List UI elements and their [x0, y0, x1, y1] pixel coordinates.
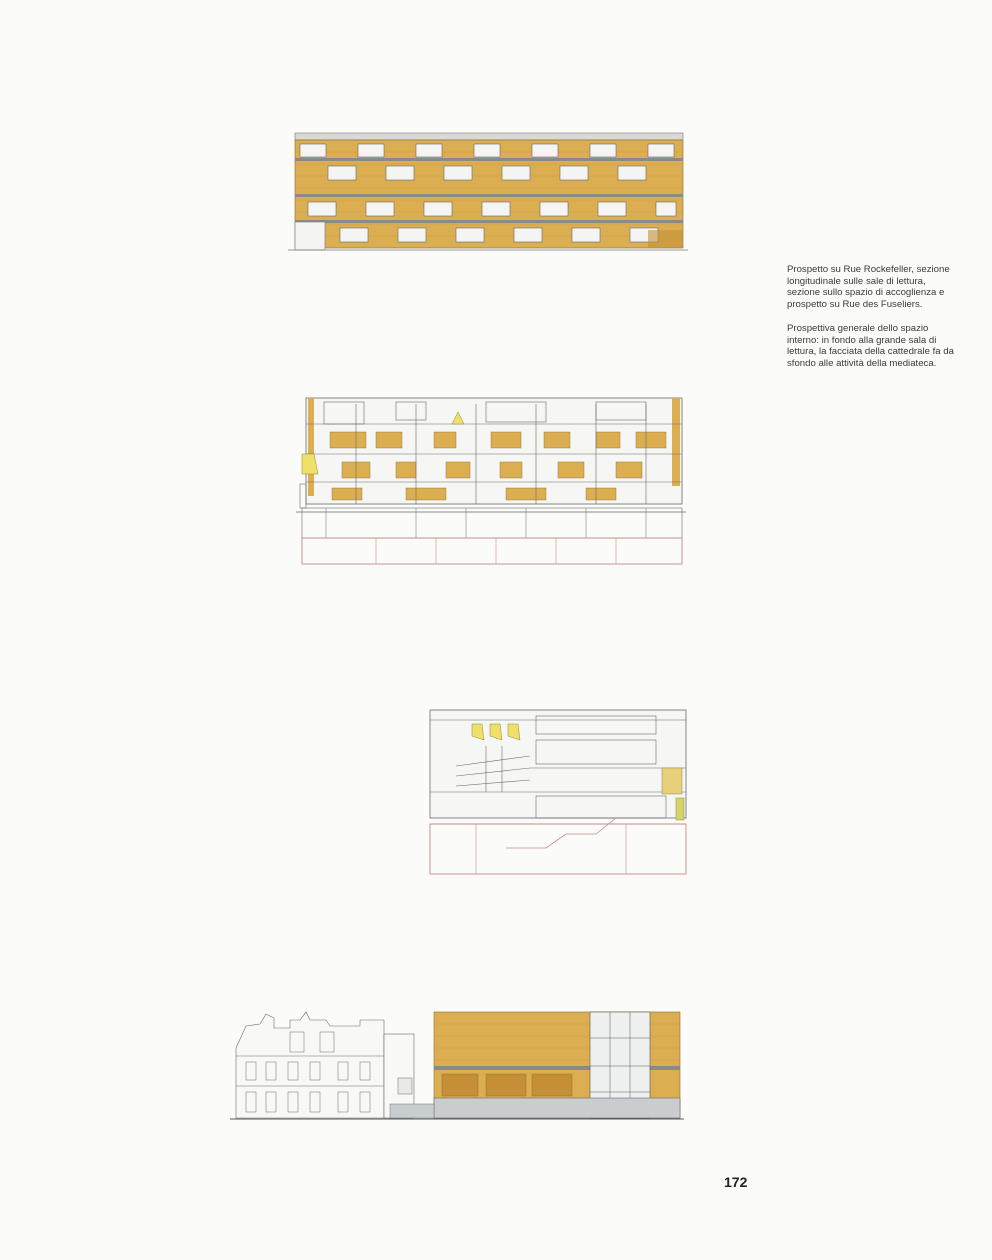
elevation-rue-des-fuseliers [230, 1008, 684, 1124]
section-reception-space [426, 706, 690, 878]
caption-paragraph-drawings: Prospetto su Rue Rockefeller, sezione longitudinale sulle sale di lettura, sezione sullo spazio di accoglienza e prospetto su Rue des Fuseliers. [787, 264, 950, 311]
elevation-rue-rockefeller [288, 130, 688, 256]
section-reading-rooms [296, 394, 686, 566]
caption-paragraph-perspective: Prospettiva generale dello spazio interno: in fondo alla grande sala di lettura, la facciata della cattedrale fa da sfondo alle attività della mediateca. [787, 322, 954, 369]
figure-caption [787, 264, 957, 382]
page-number: 172 [724, 1174, 748, 1190]
